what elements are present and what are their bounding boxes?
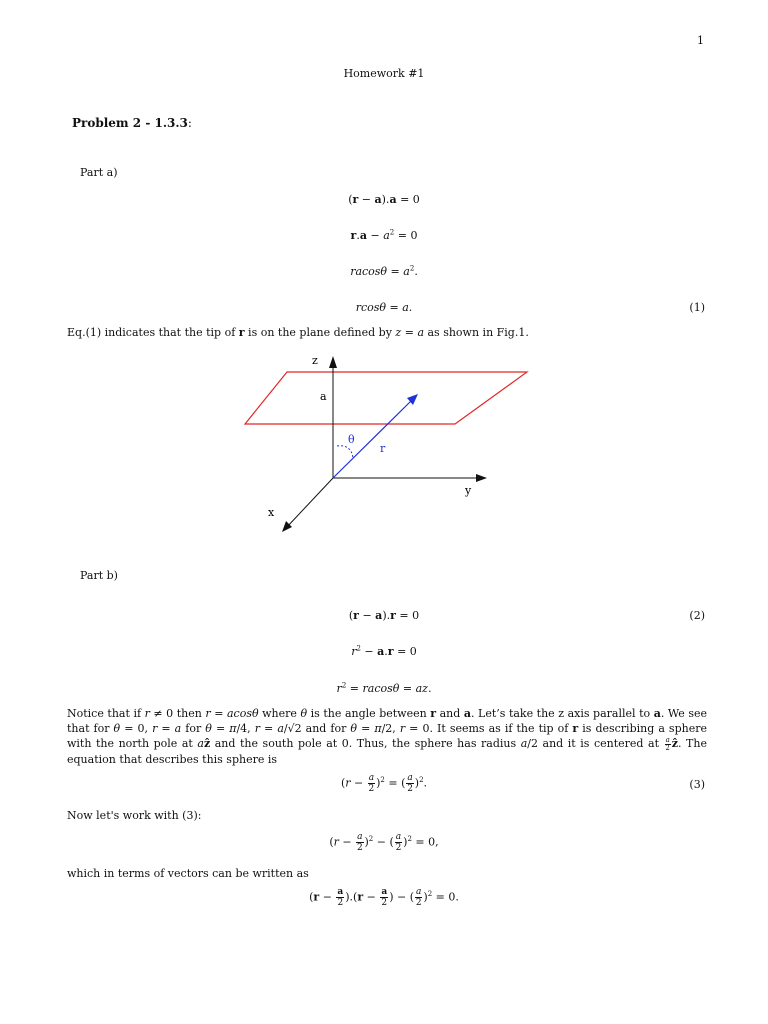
equation-vector-form: (r − $\frac{a}{2}$ ).(r − $\frac{a}{2}$ ) − ( $\frac{a}{2}$ )$^2$ = 0.	[309, 887, 459, 908]
part-a-label: Part a)	[80, 166, 118, 179]
r-vector	[333, 399, 413, 478]
plane-z-equals-a	[245, 372, 527, 424]
work-intro: Now let's work with (3):	[67, 809, 202, 822]
equation-number-3: (3)	[689, 778, 705, 791]
label-a: a	[320, 390, 327, 403]
vector-intro: which in terms of vectors can be written as	[67, 867, 309, 880]
eq1-note: Eq.(1) indicates that the tip of r is on the plane defined by z = a as shown in Fig.1.	[67, 326, 529, 339]
z-axis-arrowhead	[329, 356, 337, 368]
page-title: Homework #1	[343, 67, 425, 80]
equation-number-2: (2)	[689, 609, 705, 622]
label-theta: θ	[348, 433, 355, 446]
x-axis	[286, 478, 333, 528]
equation-work-3: (r − $\frac{a}{2}$ )$^2$ − ( $\frac{a}{2}$ )$^2$ = 0,	[329, 832, 439, 853]
equation-sphere: (r − $\frac{a}{2}$ )$^2$ = ( $\frac{a}{2}$ )$^2$.	[340, 773, 428, 794]
equation-part-a-1: (r − a).a = 0	[348, 193, 420, 206]
page-number: 1	[697, 34, 704, 47]
label-z: z	[312, 354, 318, 367]
sphere-paragraph: Notice that if r ≠ 0 then r = acosθ where θ is the angle between r and a. Let’s take the z axis parallel to a. We see that for θ = 0, r = a for θ = π/4, r = a/√2 and for θ = π/2, r = 0. It seems as if the tip of r is describing a sphere with the north pole at aẑ and the south pole at 0. Thus, the sphere has radius a/2 and it is centered at $\frac{a}{2}$ ẑ. The equation that describes this sphere is	[67, 707, 708, 766]
y-axis-arrowhead	[476, 474, 487, 482]
problem-heading-colon: :	[187, 116, 192, 130]
problem-heading-text: Problem 2 - 1.3.3	[72, 116, 188, 130]
equation-part-b-2: $r^2 - a.r = 0$	[351, 644, 417, 658]
label-x: x	[268, 506, 275, 519]
theta-arc	[337, 446, 353, 458]
label-y: y	[465, 484, 472, 497]
equation-number-1: (1)	[689, 301, 705, 314]
equation-part-a-3: $racos\theta = a^2$.	[350, 264, 418, 278]
equation-part-b-1: (r − a).r = 0	[348, 609, 420, 622]
label-r: r	[380, 442, 386, 455]
equation-part-a-2: $r.a - a^2 = 0$	[350, 228, 418, 242]
equation-part-a-4: rcosθ = a.	[355, 301, 413, 314]
part-b-label: Part b)	[80, 569, 118, 582]
equation-part-b-3: $r^2 = racos\theta$ = az.	[336, 681, 432, 695]
